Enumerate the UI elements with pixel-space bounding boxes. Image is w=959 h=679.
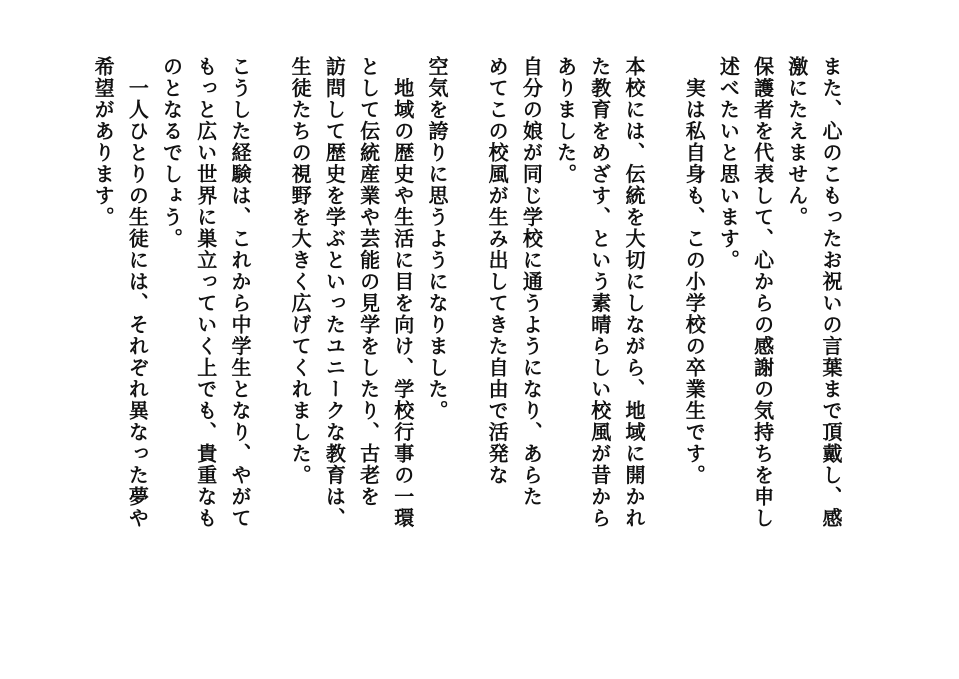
text-line: 自分の娘が同じ学校に通うようになり、あらた xyxy=(519,56,544,508)
text-line: 訪問して歴史を学ぶといったユニークな教育は、 xyxy=(322,56,347,529)
text-line: 保護者を代表して、心からの感謝の気持ちを申し xyxy=(750,56,775,529)
text-line: 生徒たちの視野を大きく広げてくれました。 xyxy=(288,56,313,486)
text-line: 希望があります。 xyxy=(91,56,116,228)
text-line: めてこの校風が生み出してきた自由で活発な xyxy=(485,56,510,486)
text-line: こうした経験は、これから中学生となり、やがて xyxy=(227,56,252,529)
vertical-text-body xyxy=(18,56,848,616)
text-line: 地域の歴史や生活に目を向け、学校行事の一環 xyxy=(390,56,415,529)
text-line: た教育をめざす、という素晴らしい校風が昔から xyxy=(587,56,612,529)
text-line: 空気を誇りに思うようになりました。 xyxy=(424,56,449,422)
text-line: また、心のこもったお祝いの言葉まで頂戴し、感 xyxy=(819,56,843,529)
paragraph-gap xyxy=(651,56,677,616)
text-line: として伝統産業や芸能の見学をしたり、古老を xyxy=(356,56,381,508)
text-line: ありました。 xyxy=(553,56,578,185)
paragraph-gap xyxy=(454,56,480,616)
text-line: のとなるでしょう。 xyxy=(159,56,184,250)
paragraph-gap xyxy=(257,56,283,616)
text-line: 一人ひとりの生徒には、それぞれ異なった夢や xyxy=(125,56,150,529)
text-line: もっと広い世界に巣立っていく上でも、貴重なも xyxy=(193,56,218,529)
text-line: 本校には、伝統を大切にしながら、地域に開かれ xyxy=(621,56,646,529)
text-line: 実は私自身も、この小学校の卒業生です。 xyxy=(682,56,707,486)
text-line: 激にたえません。 xyxy=(784,56,809,228)
text-line: 述べたいと思います。 xyxy=(716,56,741,271)
